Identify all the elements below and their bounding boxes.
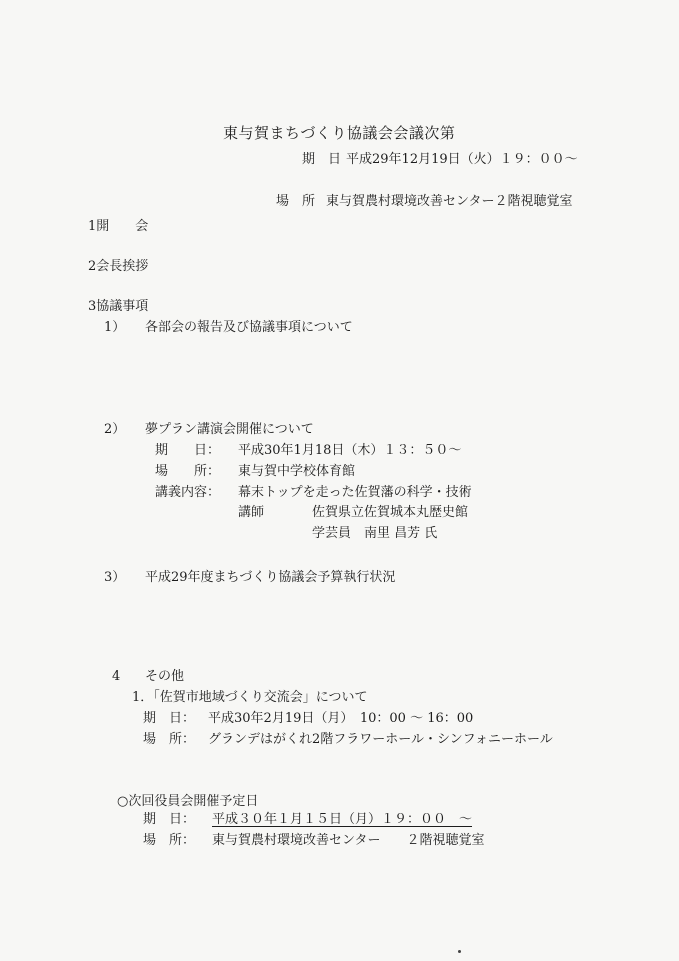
sub2-lecturer-label: 講師 <box>238 505 265 520</box>
next-meeting-place-label: 場 所： <box>143 833 196 848</box>
meeting-date-label: 期 日 <box>302 152 342 167</box>
meeting-date-value: 平成29年12月19日（火）１９：００～ <box>346 152 578 167</box>
other1-date-label: 期 日： <box>143 711 196 726</box>
scan-speck <box>458 950 461 953</box>
next-meeting-date-value: 平成３０年１月１５日（月）１９：００ ～ <box>212 812 473 827</box>
meeting-place-value: 東与賀農村環境改善センター２階視聴覚室 <box>326 194 573 209</box>
sub2-text: 夢プラン講演会開催について <box>145 422 314 437</box>
sub2-number: 2） <box>104 422 126 437</box>
other1-text: 1．「佐賀市地域づくり交流会」について <box>132 690 368 705</box>
sub2-content-value: 幕末トップを走った佐賀藩の科学・技術 <box>238 485 472 500</box>
sub1-text: 各部会の報告及び協議事項について <box>145 320 353 335</box>
sub2-place-label: 場 所： <box>155 464 221 479</box>
next-meeting-title: ○次回役員会開催予定日 <box>117 794 259 809</box>
item4-number: 4 <box>112 669 121 684</box>
other1-place-label: 場 所： <box>143 732 196 747</box>
sub2-content-label: 講義内容： <box>155 485 221 500</box>
meeting-place-label: 場 所 <box>276 194 316 209</box>
other1-place-value: グランデはがくれ2階フラワーホール・シンフォニーホール <box>208 732 553 747</box>
sub2-lecturer-name: 学芸員 南里 昌芳 氏 <box>312 526 438 541</box>
sub2-date-label: 期 日： <box>155 443 221 458</box>
agenda-item-discussion: 3協議事項 <box>88 299 149 314</box>
sub1-number: 1） <box>104 320 126 335</box>
sub2-lecturer-org: 佐賀県立佐賀城本丸歴史館 <box>312 505 469 520</box>
next-meeting-date-label: 期 日： <box>143 812 196 827</box>
document-title: 東与賀まちづくり協議会会議次第 <box>223 124 456 142</box>
sub2-date-value: 平成30年1月18日（木）１３：５０～ <box>238 443 462 458</box>
next-meeting-place-value: 東与賀農村環境改善センター ２階視聴覚室 <box>212 833 485 848</box>
item4-text: その他 <box>145 669 185 684</box>
agenda-item-opening: 1開 会 <box>88 219 149 234</box>
sub3-number: 3） <box>104 570 126 585</box>
other1-date-value: 平成30年2月19日（月） 10：00 ～ 16：00 <box>208 711 474 726</box>
agenda-item-greeting: 2会長挨拶 <box>88 259 149 274</box>
sub3-text: 平成29年度まちづくり協議会予算執行状況 <box>145 570 396 585</box>
sub2-place-value: 東与賀中学校体育館 <box>238 464 356 479</box>
